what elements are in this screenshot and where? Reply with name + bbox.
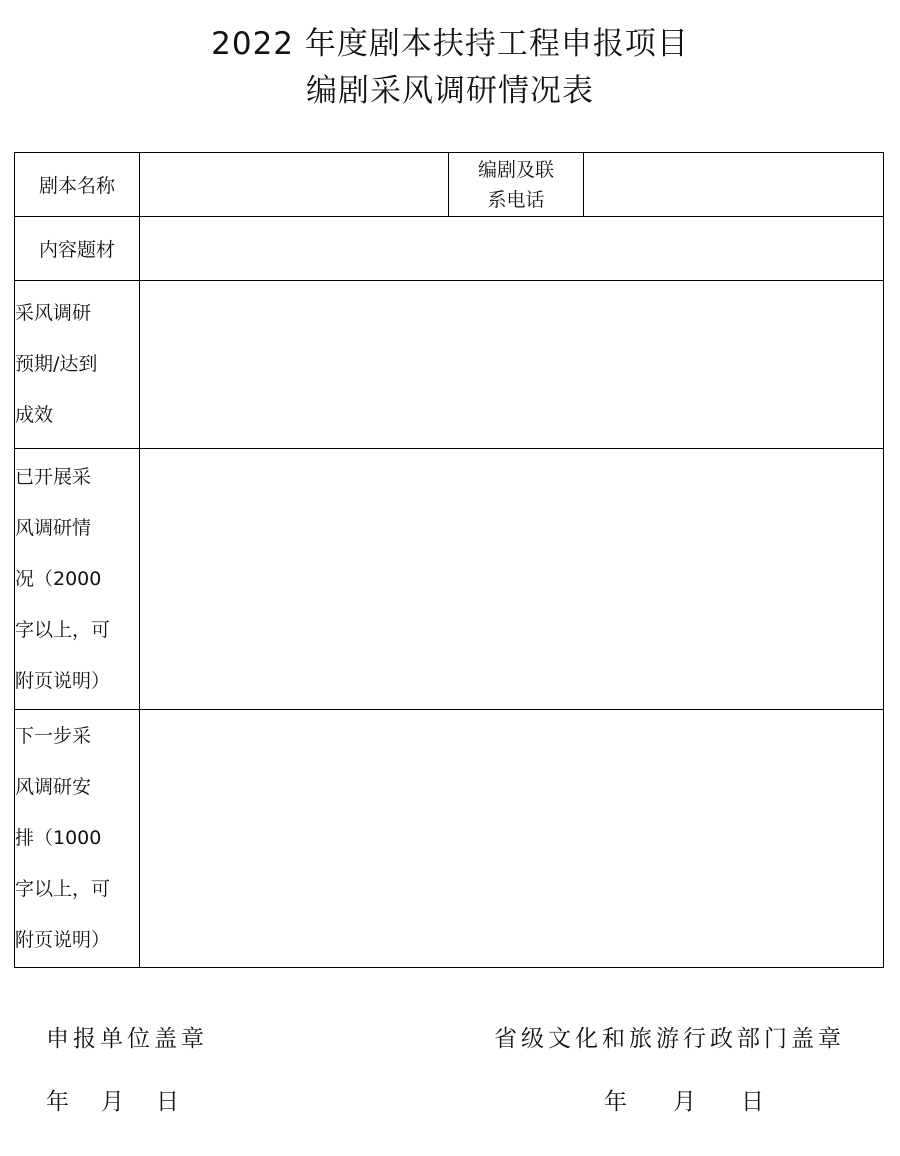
label-line: 风调研安 <box>15 776 92 798</box>
applicant-seal-label: 申报单位盖章 <box>46 1026 208 1052</box>
label-line: 成效 <box>15 404 54 426</box>
expected-results-label <box>15 281 140 449</box>
right-date-day: 日 <box>741 1089 764 1115</box>
row-content-subject <box>15 217 884 281</box>
contact-field[interactable] <box>584 153 884 217</box>
script-name-field[interactable] <box>140 153 449 217</box>
content-subject-field[interactable] <box>140 217 884 281</box>
label-line: 字以上，可 <box>15 878 111 900</box>
completed-research-label <box>15 449 140 710</box>
row-completed-research <box>15 449 884 710</box>
form-title-line2: 编剧采风调研情况表 <box>306 73 594 109</box>
contact-label <box>449 153 584 217</box>
row-script-name <box>15 153 884 217</box>
label-line: 排（1000 <box>15 827 102 849</box>
label-line: 附页说明） <box>15 929 111 951</box>
label-line: 附页说明） <box>15 669 111 692</box>
content-subject-label-text: 内容题材 <box>38 239 115 261</box>
completed-research-field[interactable] <box>140 449 884 710</box>
research-form-table <box>14 152 884 968</box>
content-subject-label <box>15 217 140 281</box>
label-line: 已开展采 <box>15 465 92 488</box>
next-steps-field[interactable] <box>140 710 884 968</box>
right-date-month: 月 <box>673 1089 696 1115</box>
label-line: 风调研情 <box>15 516 92 539</box>
label-line: 预期/达到 <box>15 353 98 375</box>
label-line: 下一步采 <box>15 725 92 747</box>
label-line: 字以上，可 <box>15 618 111 641</box>
provincial-dept-seal-label: 省级文化和旅游行政部门盖章 <box>494 1026 845 1052</box>
left-date-month: 月 <box>101 1089 124 1115</box>
next-steps-label <box>15 710 140 968</box>
expected-results-field[interactable] <box>140 281 884 449</box>
left-date-day: 日 <box>156 1089 179 1115</box>
contact-label-line: 系电话 <box>487 188 545 211</box>
script-name-label-text: 剧本名称 <box>38 175 115 197</box>
right-date-year: 年 <box>604 1089 627 1115</box>
script-name-label <box>15 153 140 217</box>
label-line: 况（2000 <box>15 567 102 590</box>
row-next-steps <box>15 710 884 968</box>
contact-label-line: 编剧及联 <box>477 158 554 181</box>
form-title-line1: 2022 年度剧本扶持工程申报项目 <box>211 26 689 62</box>
row-expected-results <box>15 281 884 449</box>
label-line: 采风调研 <box>15 302 92 324</box>
left-date-year: 年 <box>46 1089 69 1115</box>
